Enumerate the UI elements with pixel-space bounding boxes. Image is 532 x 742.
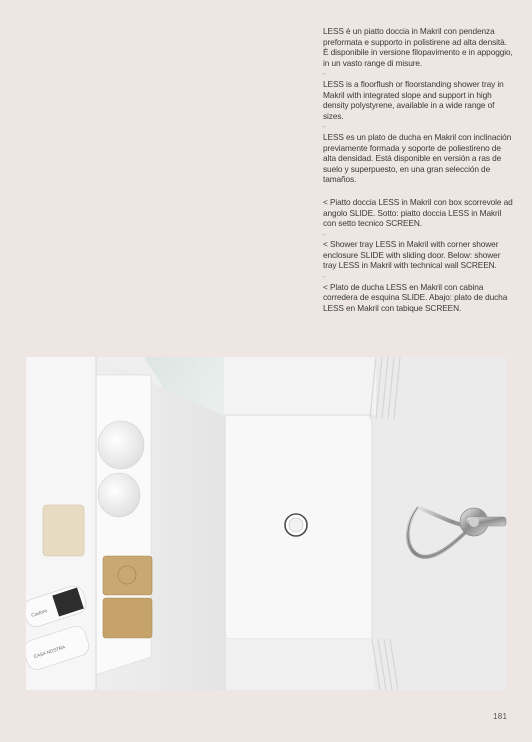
- bottle-label: CASA NOSTRA: [33, 644, 66, 660]
- bottle-white-2: [98, 473, 140, 517]
- separator: -: [323, 68, 326, 79]
- tray-front-floor: [204, 639, 374, 690]
- separator: -: [323, 121, 326, 132]
- soap-marseille-2: [103, 598, 152, 638]
- shower-tray-illustration: [26, 357, 507, 690]
- bottle-label: Cadore: [30, 608, 49, 619]
- description-english: LESS is a floorflush or floorstanding shower tray in Makril with integrated slope and support in high density polystyrene, available in a wide range of sizes.: [323, 78, 504, 121]
- caption-italian: < Piatto doccia LESS in Makril con box scorrevole ad angolo SLIDE. Sotto: piatto doccia LESS in Makril con setto tecnico SCREEN.: [323, 196, 513, 229]
- text-column: [323, 26, 513, 313]
- soap-white: [43, 505, 84, 556]
- description-italian: LESS è un piatto doccia in Makril con pendenza preformata e supporto in polistirene ad alta densità. È disponibile in versione filopavimento e in appoggio, in un vasto range di misure.: [323, 26, 513, 68]
- bottle-white-1: [98, 421, 144, 469]
- caption-spanish: < Plato de ducha LESS en Makril con cabina corredera de esquina SLIDE. Abajo: plato de ducha LESS en Makril con tabique SCREEN.: [323, 281, 508, 313]
- separator: -: [323, 228, 326, 239]
- separator: -: [323, 271, 326, 282]
- description-spanish: LESS es un plato de ducha en Makril con inclinación previamente formada y soporte de poliestireno de alta densidad. Está disponible en versión a ras de suelo y superpuesto, en una gran selección de tamaños.: [323, 131, 512, 185]
- product-photo: [26, 357, 507, 690]
- caption-english: < Shower tray LESS in Makril with corner shower enclosure SLIDE with sliding door. Below: shower tray LESS in Makril with technical wall SCREEN.: [323, 239, 501, 271]
- page-number: 181: [493, 712, 508, 721]
- soap-marseille-1: [103, 556, 152, 595]
